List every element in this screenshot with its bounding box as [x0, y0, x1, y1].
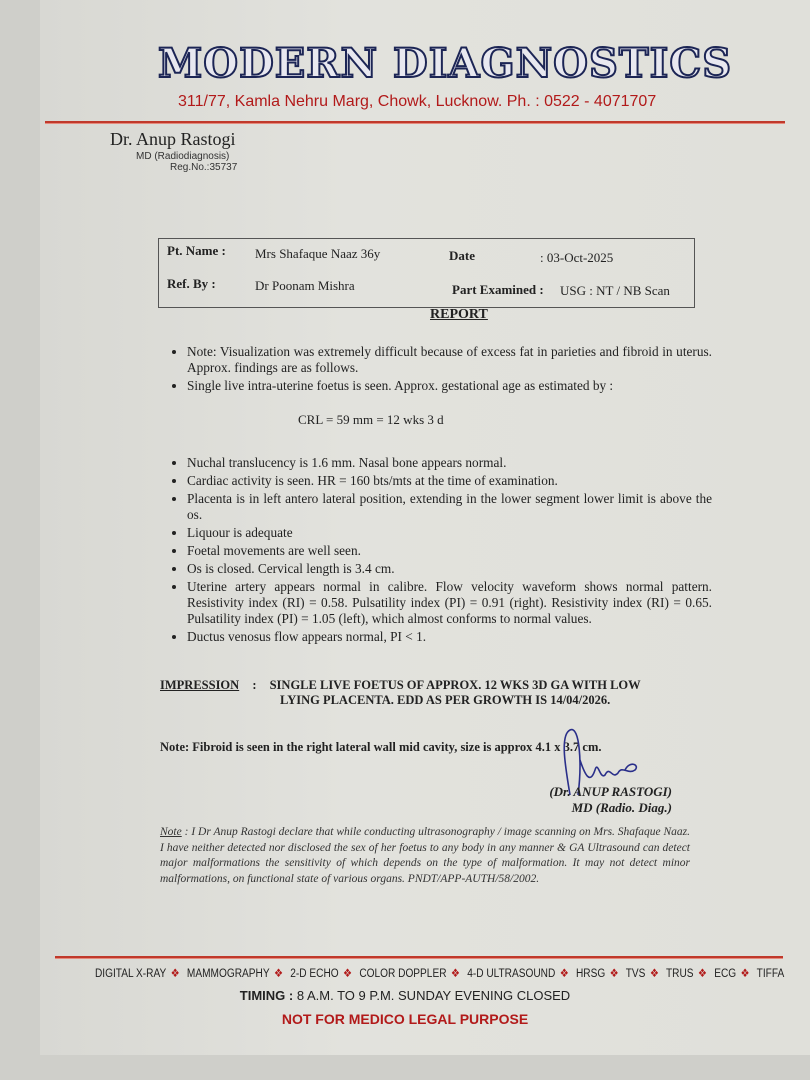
signatory-name: (Dr. ANUP RASTOGI): [549, 784, 672, 799]
service-item: TIFFA: [756, 968, 785, 980]
date-label: Date: [449, 248, 475, 263]
timing-label: TIMING :: [239, 988, 294, 1003]
impression: [160, 678, 641, 708]
finding-item: • Placenta is in left antero lateral position, extending in the lower segment lower limit is above the os.: [187, 491, 712, 523]
separator-icon: ❖: [609, 968, 619, 980]
service-item: TVS: [625, 968, 646, 980]
timing: [0, 988, 810, 1003]
impression-line-2: LYING PLACENTA. EDD AS PER GROWTH IS 14/04/2026.: [280, 693, 611, 707]
fibroid-note: Note: Fibroid is seen in the right lateral wall mid cavity, size is approx 4.1 x 3.7 cm.: [160, 740, 602, 754]
service-item: MAMMOGRAPHY: [186, 968, 270, 980]
finding-item: • Foetal movements are well seen.: [187, 543, 712, 559]
legal-disclaimer: NOT FOR MEDICO LEGAL PURPOSE: [281, 1011, 529, 1027]
impression-line-1: SINGLE LIVE FOETUS OF APPROX. 12 WKS 3D GA WITH LOW: [269, 678, 641, 692]
finding-item: • Liquour is adequate: [187, 525, 712, 541]
service-item: TRUS: [665, 968, 694, 980]
findings-list-top: [165, 344, 712, 396]
signatory-block: [500, 784, 672, 816]
declaration-label: Note: [160, 826, 182, 838]
service-item: 2-D ECHO: [290, 968, 339, 980]
finding-item: • Ductus venosus flow appears normal, PI < 1.: [187, 629, 712, 645]
services-list: [95, 966, 784, 980]
report-title: REPORT: [430, 307, 488, 322]
findings-list: [165, 455, 712, 647]
separator-icon: ❖: [697, 968, 707, 980]
finding-item: • Os is closed. Cervical length is 3.4 cm.: [187, 561, 712, 577]
finding-item: • Single live intra-uterine foetus is seen. Approx. gestational age as estimated by :: [187, 378, 712, 394]
separator-icon: ❖: [450, 968, 460, 980]
ref-label: Ref. By :: [167, 276, 216, 291]
crl-measurement: CRL = 59 mm = 12 wks 3 d: [298, 412, 444, 427]
service-item: COLOR DOPPLER: [359, 968, 447, 980]
clinic-logo: MODERN DIAGNOSTICS: [158, 40, 733, 87]
declaration: [160, 825, 690, 887]
separator-icon: ❖: [170, 968, 180, 980]
separator-icon: ❖: [559, 968, 569, 980]
service-item: DIGITAL X-RAY: [95, 968, 167, 980]
separator-icon: ❖: [343, 968, 353, 980]
finding-item: • Uterine artery appears normal in calibre. Flow velocity waveform shows normal pattern. Resistivity index (RI) = 0.58. Pulsatility index (PI) = 0.91 (right). Resistivity index (RI) = 0.65. Pulsatility index (PI) = 1.05 (left), which almost conforms to normal values.: [187, 579, 712, 627]
patient-name-label: Pt. Name :: [167, 243, 226, 258]
footer-divider: [55, 956, 783, 959]
header-divider: [45, 121, 785, 124]
part-examined-label: Part Examined :: [452, 282, 544, 297]
declaration-text: : I Dr Anup Rastogi declare that while conducting ultrasonography / image scanning on Mrs. Shafaque Naaz. I have neither detected nor disclosed the sex of her foetus to any body in any manner & GA Ultrasound can detect major malformations the sensitivity of which depends on the type of malformation. It may not detect minor malformations, on functional state of various organs. PNDT/APP-AUTH/58/2002.: [160, 826, 691, 885]
finding-item: • Note: Visualization was extremely difficult because of excess fat in parieties and fibroid in uterus. Approx. findings are as follows.: [187, 344, 712, 376]
part-examined-value: USG : NT / NB Scan: [560, 283, 670, 298]
clinic-address: 311/77, Kamla Nehru Marg, Chowk, Lucknow. Ph. : 0522 - 4071707: [178, 93, 657, 110]
doctor-name: Dr. Anup Rastogi: [110, 129, 236, 149]
finding-item: • Nuchal translucency is 1.6 mm. Nasal bone appears normal.: [187, 455, 712, 471]
service-item: 4-D ULTRASOUND: [467, 968, 556, 980]
timing-value: 8 A.M. TO 9 P.M. SUNDAY EVENING CLOSED: [296, 988, 571, 1003]
signatory-degree: MD (Radio. Diag.): [571, 800, 672, 815]
finding-item: • Cardiac activity is seen. HR = 160 bts/mts at the time of examination.: [187, 473, 712, 489]
separator-icon: ❖: [273, 968, 284, 980]
service-item: ECG: [714, 968, 737, 980]
ref-value: Dr Poonam Mishra: [255, 278, 355, 293]
doctor-reg: Reg.No.:35737: [170, 162, 238, 173]
separator-icon: ❖: [649, 968, 659, 980]
patient-name: Mrs Shafaque Naaz 36y: [255, 246, 381, 261]
date-value: : 03-Oct-2025: [540, 250, 614, 265]
impression-separator: :: [252, 678, 257, 692]
impression-label: IMPRESSION: [160, 678, 240, 692]
doctor-degree: MD (Radiodiagnosis): [136, 151, 230, 162]
service-item: HRSG: [575, 968, 606, 980]
separator-icon: ❖: [740, 968, 750, 980]
